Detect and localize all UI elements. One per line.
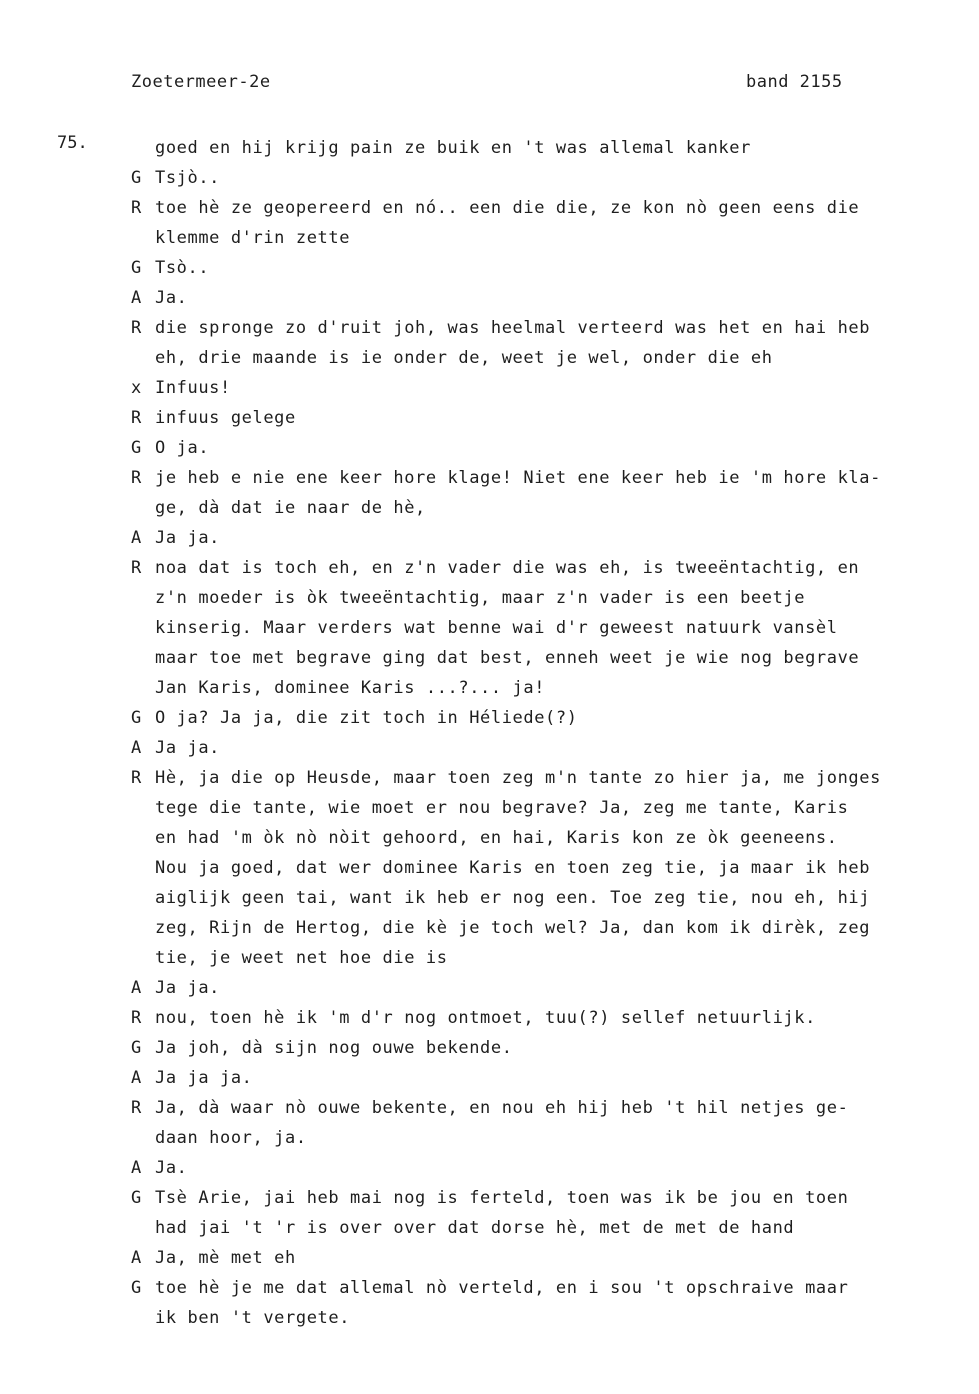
tape-number: band 2155 [746, 72, 843, 92]
transcript-turn [131, 523, 971, 553]
utterance-line: goed en hij krijg pain ze buik en 't was allemal kanker [155, 138, 751, 158]
transcript-turn [131, 973, 971, 1003]
utterance [155, 373, 971, 403]
transcript-turn [131, 433, 971, 463]
utterance [155, 553, 971, 703]
transcript-turn [131, 373, 971, 403]
utterance-line: O ja. [155, 438, 210, 458]
transcript-turn [131, 1153, 971, 1183]
utterance-line: ge, dà dat ie naar de hè, [155, 498, 426, 518]
transcript-turn [131, 193, 971, 253]
speaker-label: A [131, 978, 142, 998]
utterance-line: die spronge zo d'ruit joh, was heelmal verteerd was het en hai heb [155, 318, 871, 338]
speaker-label: A [131, 1068, 142, 1088]
utterance [155, 1003, 971, 1033]
utterance [155, 1033, 971, 1063]
speaker-label: R [131, 768, 142, 788]
utterance-line: zeg, Rijn de Hertog, die kè je toch wel? Ja, dan kom ik dirèk, zeg [155, 918, 871, 938]
utterance-line: klemme d'rin zette [155, 228, 351, 248]
transcript-turn [131, 133, 971, 163]
transcript-turn [131, 1243, 971, 1273]
transcript-turn [131, 163, 971, 193]
speaker-label: G [131, 1038, 142, 1058]
utterance-line: z'n moeder is òk tweeëntachtig, maar z'n vader is een beetje [155, 588, 806, 608]
document-title: Zoetermeer-2e [131, 72, 271, 92]
utterance-line: ik ben 't vergete. [155, 1308, 351, 1328]
utterance [155, 523, 971, 553]
speaker-label: G [131, 1278, 142, 1298]
speaker-label: R [131, 408, 142, 428]
utterance [155, 1093, 971, 1153]
utterance-line: toe hè ze geopereerd en nó.. een die die, ze kon nò geen eens die [155, 198, 860, 218]
transcript-turn [131, 1033, 971, 1063]
transcript-turn [131, 1093, 971, 1153]
utterance [155, 403, 971, 433]
speaker-label: R [131, 558, 142, 578]
speaker-label: A [131, 528, 142, 548]
transcript-turn [131, 1273, 971, 1333]
utterance-line: Ja ja. [155, 978, 221, 998]
utterance-line: Ja ja. [155, 528, 221, 548]
utterance [155, 283, 971, 313]
speaker-label: G [131, 708, 142, 728]
utterance [155, 463, 971, 523]
utterance-line: Tsò.. [155, 258, 210, 278]
utterance [155, 1243, 971, 1273]
utterance [155, 763, 971, 973]
speaker-label: R [131, 198, 142, 218]
transcript-turn [131, 1003, 971, 1033]
transcript-turn [131, 253, 971, 283]
transcript-turn [131, 313, 971, 373]
utterance [155, 313, 971, 373]
transcript-turn [131, 733, 971, 763]
utterance-line: Hè, ja die op Heusde, maar toen zeg m'n tante zo hier ja, me jonges [155, 768, 881, 788]
transcript-turn [131, 763, 971, 973]
utterance [155, 973, 971, 1003]
transcript-turn [131, 1183, 971, 1243]
utterance-line: aiglijk geen tai, want ik heb er nog een. Toe zeg tie, nou eh, hij [155, 888, 871, 908]
transcript-turn [131, 463, 971, 523]
utterance-line: Ja, dà waar nò ouwe bekente, en nou eh hij heb 't hil netjes ge- [155, 1098, 849, 1118]
speaker-label: G [131, 258, 142, 278]
utterance-line: tie, je weet net hoe die is [155, 948, 448, 968]
utterance [155, 1273, 971, 1333]
transcript-body [131, 133, 971, 1333]
line-number: 75. [57, 133, 88, 153]
utterance-line: infuus gelege [155, 408, 296, 428]
utterance-line: eh, drie maande is ie onder de, weet je wel, onder die eh [155, 348, 773, 368]
utterance-line: toe hè je me dat allemal nò verteld, en i sou 't opschraive maar [155, 1278, 849, 1298]
speaker-label: A [131, 738, 142, 758]
utterance-line: maar toe met begrave ging dat best, enneh weet je wie nog begrave [155, 648, 860, 668]
utterance [155, 433, 971, 463]
transcript-turn [131, 553, 971, 703]
utterance-line: Ja, mè met eh [155, 1248, 296, 1268]
utterance [155, 733, 971, 763]
speaker-label: R [131, 1098, 142, 1118]
utterance [155, 1183, 971, 1243]
utterance-line: Infuus! [155, 378, 231, 398]
transcript-turn [131, 403, 971, 433]
transcript-turn [131, 1063, 971, 1093]
transcript-turn [131, 703, 971, 733]
utterance-line: daan hoor, ja. [155, 1128, 307, 1148]
utterance-line: Tsjò.. [155, 168, 221, 188]
utterance-line: Ja joh, dà sijn nog ouwe bekende. [155, 1038, 513, 1058]
speaker-label: A [131, 1158, 142, 1178]
speaker-label: G [131, 168, 142, 188]
speaker-label: R [131, 1008, 142, 1028]
utterance-line: nou, toen hè ik 'm d'r nog ontmoet, tuu(?) sellef netuurlijk. [155, 1008, 816, 1028]
utterance-line: tege die tante, wie moet er nou begrave? Ja, zeg me tante, Karis [155, 798, 849, 818]
speaker-label: A [131, 1248, 142, 1268]
utterance-line: Ja. [155, 1158, 188, 1178]
utterance-line: had jai 't 'r is over over dat dorse hè, met de met de hand [155, 1218, 795, 1238]
utterance-line: Tsè Arie, jai heb mai nog is ferteld, toen was ik be jou en toen [155, 1188, 849, 1208]
speaker-label: x [131, 378, 142, 398]
utterance-line: kinserig. Maar verders wat benne wai d'r geweest natuurk vansèl [155, 618, 838, 638]
utterance-line: Ja ja. [155, 738, 221, 758]
utterance-line: Ja ja ja. [155, 1068, 253, 1088]
utterance-line: O ja? Ja ja, die zit toch in Héliede(?) [155, 708, 578, 728]
speaker-label: G [131, 1188, 142, 1208]
utterance [155, 1153, 971, 1183]
utterance-line: Ja. [155, 288, 188, 308]
speaker-label: R [131, 468, 142, 488]
utterance [155, 193, 971, 253]
utterance [155, 133, 971, 163]
speaker-label: R [131, 318, 142, 338]
utterance [155, 1063, 971, 1093]
utterance-line: je heb e nie ene keer hore klage! Niet ene keer heb ie 'm hore kla- [155, 468, 881, 488]
transcript-turn [131, 283, 971, 313]
utterance [155, 163, 971, 193]
utterance [155, 253, 971, 283]
utterance-line: en had 'm òk nò nòit gehoord, en hai, Karis kon ze òk geeneens. [155, 828, 838, 848]
speaker-label: G [131, 438, 142, 458]
utterance-line: noa dat is toch eh, en z'n vader die was eh, is tweeëntachtig, en [155, 558, 860, 578]
speaker-label: A [131, 288, 142, 308]
utterance-line: Jan Karis, dominee Karis ...?... ja! [155, 678, 546, 698]
utterance-line: Nou ja goed, dat wer dominee Karis en toen zeg tie, ja maar ik heb [155, 858, 871, 878]
utterance [155, 703, 971, 733]
